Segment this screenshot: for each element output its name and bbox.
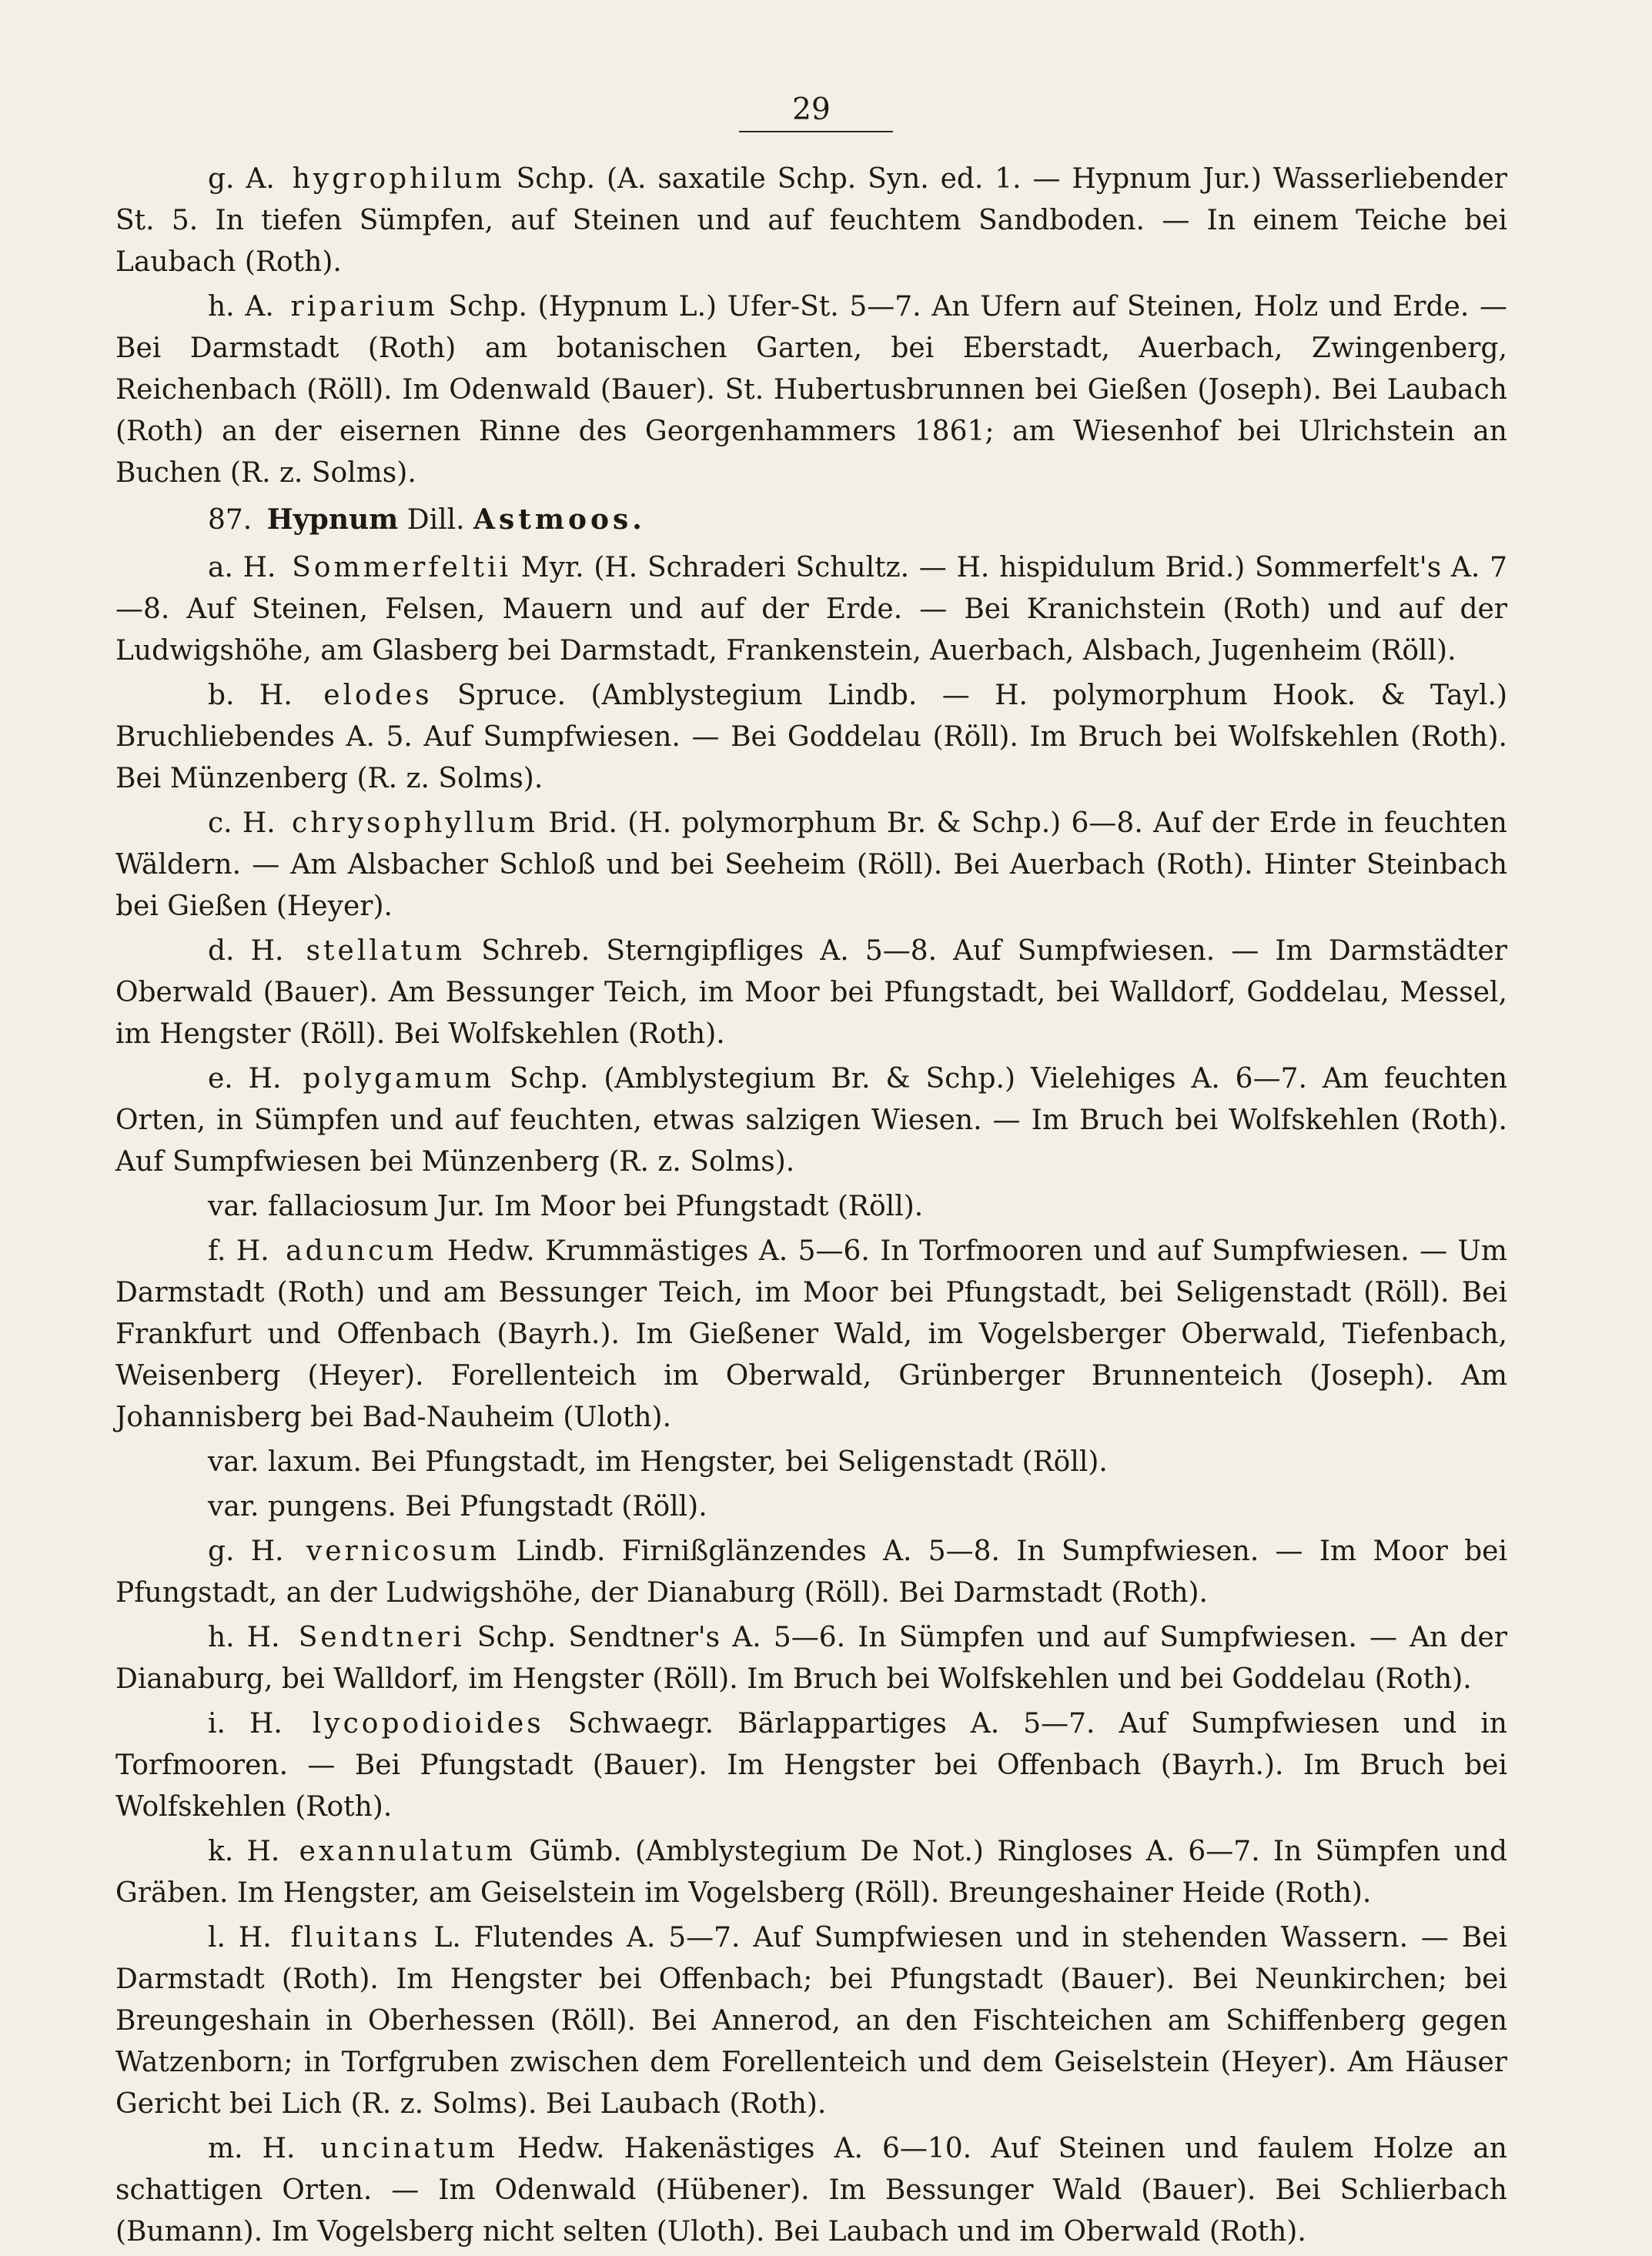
entry-label: h. H. <box>208 1622 280 1653</box>
author-name: Schreb. <box>481 935 590 967</box>
header-rule <box>739 131 893 132</box>
species-entry <box>115 931 1507 1055</box>
author-name: Schwaegr. <box>567 1708 714 1740</box>
entry-label: 87. <box>208 504 252 536</box>
entry-description: (Amblystegium Lindb. — H. polymorphum Hook. & Tayl.) Bruchliebendes A. 5. Auf Sumpfwiesen. — Bei Goddelau (Röll). Im Bruch bei Wolfskehlen (Roth). Bei Münzenberg (R. z. Solms). <box>115 680 1507 794</box>
entry-label: a. H. <box>208 552 276 583</box>
entry-label: i. H. <box>208 1708 283 1740</box>
species-name: aduncum <box>286 1235 437 1267</box>
variety-entry <box>115 1186 1507 1228</box>
text-body <box>115 159 1507 2256</box>
author-name: Hedw. <box>446 1235 535 1267</box>
species-entry <box>115 1531 1507 1614</box>
entry-description: Firnißglänzendes A. 5—8. In Sumpfwiesen. — Im Moor bei Pfungstadt, an der Ludwigshöhe, der Dianaburg (Röll). Bei Darmstadt (Roth). <box>115 1536 1508 1609</box>
variety-text: var. fallaciosum Jur. Im Moor bei Pfungstadt (Röll). <box>208 1191 924 1222</box>
species-name: stellatum <box>306 935 466 967</box>
entry-label: k. H. <box>208 1836 280 1867</box>
entry-description: Sterngipfliges A. 5—8. Auf Sumpfwiesen. — Im Darmstädter Oberwald (Bauer). Am Bessunger Teich, im Moor bei Pfungstadt, bei Walldorf, Goddelau, Messel, im Hengster (Röll). Bei Wolfskehlen (Roth). <box>115 935 1507 1050</box>
author-name: Schp. <box>448 291 527 323</box>
author-name: Brid. <box>548 807 617 839</box>
entry-description: (H. Schraderi Schultz. — H. hispidulum Brid.) Sommerfelt's A. 7—8. Auf Steinen, Felsen, Mauern und auf der Erde. — Bei Kranichstein (Roth) und auf der Ludwigshöhe, am Glasberg bei Darmstadt, Frankenstein, Auerbach, Alsbach, Jugenheim (Röll). <box>115 552 1507 667</box>
author-name: Gümb. <box>529 1836 622 1867</box>
species-entry <box>115 547 1507 672</box>
author-name: Schp. <box>477 1622 557 1653</box>
variety-entry <box>115 1486 1507 1528</box>
page <box>115 0 1508 2248</box>
author-name: L. <box>433 1922 461 1954</box>
entry-label: g. A. <box>208 163 275 195</box>
genus-heading <box>115 499 1507 541</box>
species-name: uncinatum <box>320 2133 498 2164</box>
species-entry <box>115 1831 1507 1914</box>
variety-text: var. pungens. Bei Pfungstadt (Röll). <box>208 1491 707 1522</box>
author-name: Spruce. <box>457 680 567 711</box>
species-name: exannulatum <box>299 1836 516 1867</box>
entry-label: e. H. <box>208 1063 282 1095</box>
species-name: elodes <box>323 680 433 711</box>
species-name: vernicosum <box>306 1536 500 1567</box>
species-entry <box>115 675 1507 800</box>
species-name: chrysophyllum <box>292 807 539 839</box>
species-entry <box>115 2128 1507 2253</box>
entry-label: c. H. <box>208 807 276 839</box>
variety-text: var. laxum. Bei Pfungstadt, im Hengster, bei Seligenstadt (Röll). <box>208 1446 1108 1478</box>
entry-label: f. H. <box>208 1235 269 1267</box>
species-entry <box>115 1058 1507 1183</box>
species-name: hygrophilum <box>292 163 505 195</box>
author-name: Myr. <box>520 552 584 583</box>
species-entry <box>115 286 1507 494</box>
species-entry <box>115 1703 1507 1828</box>
species-name: lycopodioides <box>312 1708 544 1740</box>
genus-name: Hypnum <box>266 503 399 536</box>
species-entry <box>115 1617 1507 1700</box>
entry-label: h. A. <box>208 291 274 323</box>
entry-label: g. H. <box>208 1536 284 1567</box>
entry-description: Sendtner's A. 5—6. In Sümpfen und auf Sumpfwiesen. — An der Dianaburg, bei Walldorf, im Hengster (Röll). Im Bruch bei Wolfskehlen und bei Goddelau (Roth). <box>115 1622 1507 1695</box>
entry-label: d. H. <box>208 935 284 967</box>
common-name: Astmoos. <box>473 503 646 536</box>
entry-label: b. H. <box>208 680 293 711</box>
author-name: Schp. <box>516 163 596 195</box>
species-entry <box>115 1231 1507 1439</box>
entry-label: l. H. <box>208 1922 272 1954</box>
page-number: 29 <box>792 92 831 127</box>
species-entry <box>115 159 1507 283</box>
entry-description: Krummästiges A. 5—6. In Torfmooren und auf Sumpfwiesen. — Um Darmstadt (Roth) und am Bessunger Teich, im Moor bei Pfungstadt, bei Seligenstadt (Röll). Bei Frankfurt und Offenbach (Bayrh.). Im Gießener Wald, im Vogelsberger Oberwald, Tiefenbach, Weisenberg (Heyer). Forellenteich im Oberwald, Grünberger Brunnenteich (Joseph). Am Johannisberg bei Bad-Nauheim (Uloth). <box>115 1235 1507 1433</box>
author-name: Dill. <box>406 504 465 536</box>
entry-description: Bärlappartiges A. 5—7. Auf Sumpfwiesen und in Torfmooren. — Bei Pfungstadt (Bauer). Im Hengster bei Offenbach (Bayrh.). Im Bruch bei Wolfskehlen (Roth). <box>115 1708 1507 1823</box>
entry-description: (Amblystegium Br. & Schp.) Vielehiges A. 6—7. Am feuchten Orten, in Sümpfen und auf feuchten, etwas salzigen Wiesen. — Im Bruch bei Wolfskehlen (Roth). Auf Sumpfwiesen bei Münzenberg (R. z. Solms). <box>115 1063 1508 1178</box>
species-name: Sommerfeltii <box>292 552 511 583</box>
entry-label: m. H. <box>208 2133 296 2164</box>
entry-description: (H. polymorphum Br. & Schp.) 6—8. Auf der Erde in feuchten Wäldern. — Am Alsbacher Schloß und bei Seeheim (Röll). Bei Auerbach (Roth). Hinter Steinbach bei Gießen (Heyer). <box>115 807 1507 922</box>
species-name: fluitans <box>290 1922 421 1954</box>
variety-entry <box>115 1442 1507 1483</box>
author-name: Lindb. <box>516 1536 606 1567</box>
species-name: polygamum <box>303 1063 494 1095</box>
entry-description: (A. saxatile Schp. Syn. ed. 1. — Hypnum Jur.) Wasserliebender St. 5. In tiefen Sümpfen, auf Steinen und auf feuchtem Sandboden. — In einem Teiche bei Laubach (Roth). <box>115 163 1507 278</box>
author-name: Schp. <box>509 1063 589 1095</box>
species-name: riparium <box>290 291 438 323</box>
entry-description: (Hypnum L.) Ufer-St. 5—7. An Ufern auf Steinen, Holz und Erde. — Bei Darmstadt (Roth) am botanischen Garten, bei Eberstadt, Auerbach, Zwingenberg, Reichenbach (Röll). Im Odenwald (Bauer). St. Hubertusbrunnen bei Gießen (Joseph). Bei Laubach (Roth) an der eisernen Rinne des Georgenhammers 1861; am Wiesenhof bei Ulrichstein an Buchen (R. z. Solms). <box>115 291 1507 489</box>
entry-description: Flutendes A. 5—7. Auf Sumpfwiesen und in stehenden Wassern. — Bei Darmstadt (Roth). Im Hengster bei Offenbach; bei Pfungstadt (Bauer). Bei Neunkirchen; bei Breungeshain in Oberhessen (Röll). Bei Annerod, an den Fischteichen am Schiffenberg gegen Watzenborn; in Torfgruben zwischen dem Forellenteich und dem Geiselstein (Heyer). Am Häuser Gericht bei Lich (R. z. Solms). Bei Laubach (Roth). <box>115 1922 1507 2120</box>
author-name: Hedw. <box>517 2133 605 2164</box>
entry-description: (Amblystegium De Not.) Ringloses A. 6—7. In Sümpfen und Gräben. Im Hengster, am Geiselstein im Vogelsberg (Röll). Breungeshainer Heide (Roth). <box>115 1836 1507 1909</box>
entry-description: Hakenästiges A. 6—10. Auf Steinen und faulem Holze an schattigen Orten. — Im Odenwald (Hübener). Im Bessunger Wald (Bauer). Bei Schlierbach (Bumann). Im Vogelsberg nicht selten (Uloth). Bei Laubach und im Oberwald (Roth). <box>115 2133 1507 2248</box>
species-name: Sendtneri <box>298 1622 465 1653</box>
species-entry <box>115 1917 1507 2125</box>
species-entry <box>115 803 1507 927</box>
